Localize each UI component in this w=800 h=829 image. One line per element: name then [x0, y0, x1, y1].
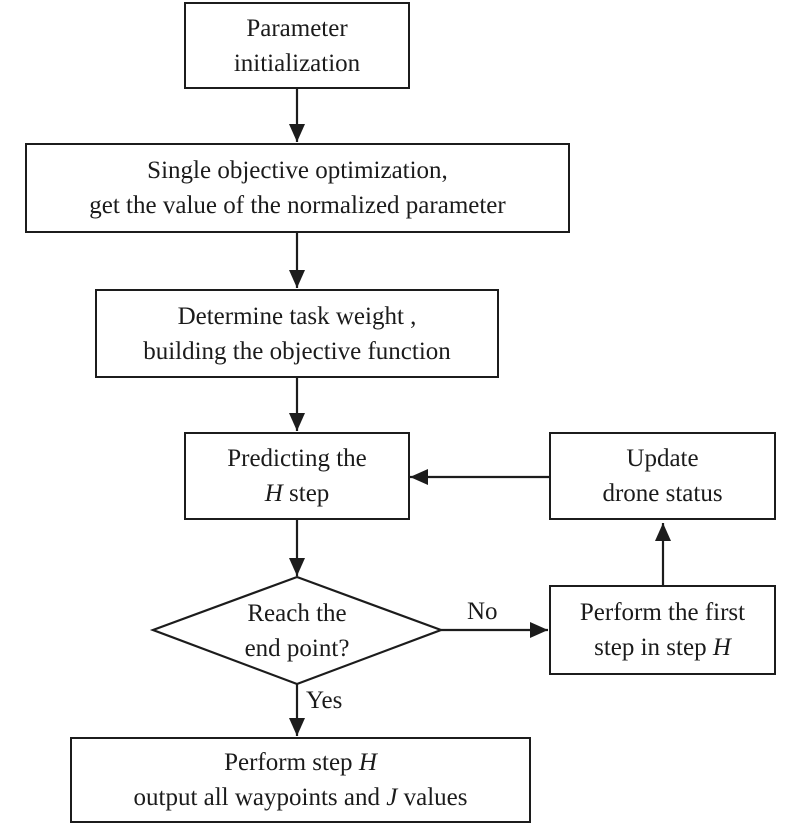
node-text-line	[594, 630, 731, 665]
node-perform-first-step	[549, 585, 776, 675]
node-predicting-h-step	[184, 432, 410, 520]
node-text-line: Perform the first	[579, 599, 746, 626]
node-text-line: Determine task weight ,	[177, 302, 417, 330]
variable-h: H	[712, 634, 731, 661]
node-decision-reach-end-point	[153, 577, 441, 684]
decision-text-line: Reach the	[247, 599, 347, 627]
variable-h: H	[264, 480, 283, 507]
edge-label-yes: Yes	[306, 687, 343, 714]
node-text-line: Predicting the	[227, 445, 367, 472]
node-text-fragment: values	[397, 784, 468, 811]
node-parameter-initialization	[184, 2, 410, 89]
node-text-line	[134, 780, 468, 815]
node-text-line: building the objective function	[143, 337, 451, 365]
variable-h: H	[358, 749, 377, 776]
node-text-fragment: step in step	[594, 634, 713, 661]
node-text-line: initialization	[233, 49, 361, 77]
node-text-line: get the value of the normalized parameter	[89, 192, 506, 219]
node-text-fragment: step	[282, 480, 330, 507]
node-text-fragment: output all waypoints and	[133, 784, 387, 811]
decision-text-line: end point?	[244, 634, 350, 662]
node-text-line	[265, 476, 330, 511]
node-text-line: Update	[626, 445, 699, 472]
edge-label-no: No	[467, 598, 498, 625]
node-single-objective-optimization	[25, 143, 570, 233]
node-text-line: Single objective optimization,	[147, 157, 448, 184]
variable-j: J	[386, 784, 398, 811]
node-text-line: Parameter	[246, 14, 348, 42]
node-text-fragment: Perform step	[224, 749, 359, 776]
node-determine-task-weight	[95, 289, 499, 378]
node-text-line	[224, 745, 377, 780]
node-update-drone-status	[549, 432, 776, 520]
node-perform-step-h-output	[70, 737, 531, 823]
node-text-line: drone status	[602, 480, 723, 507]
